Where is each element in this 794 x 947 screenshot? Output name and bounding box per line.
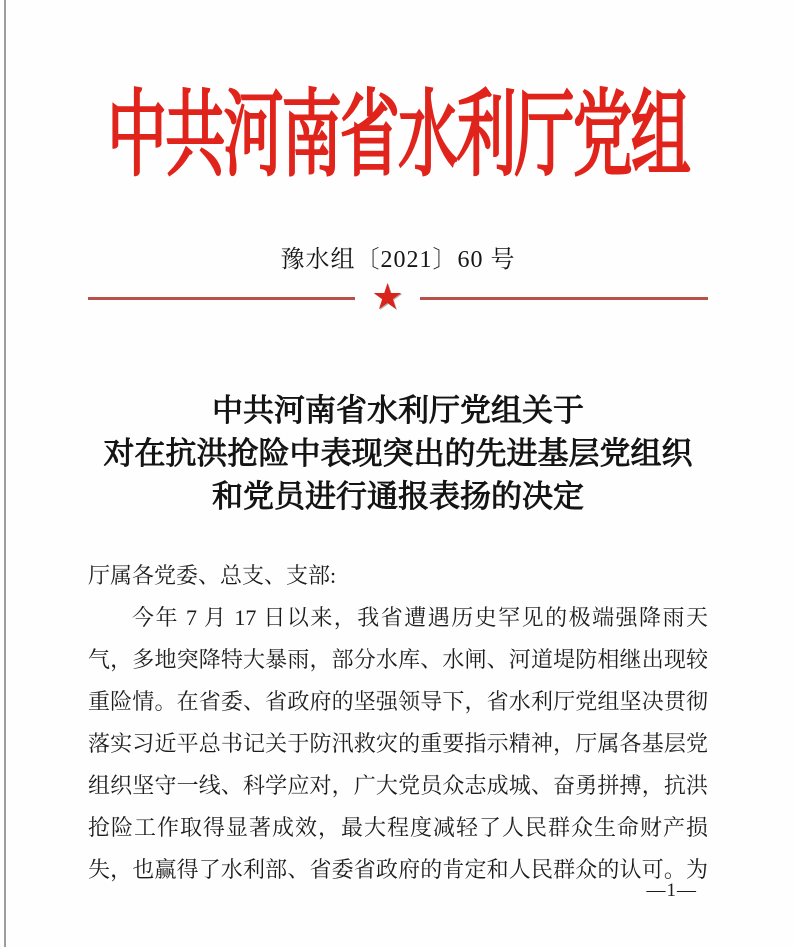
scan-edge-line bbox=[4, 0, 6, 947]
document-title bbox=[88, 389, 708, 518]
masthead-org-title: 中共河南省水利厅党组 bbox=[106, 84, 689, 189]
masthead bbox=[88, 84, 708, 192]
document-body bbox=[88, 555, 708, 891]
divider-line-right bbox=[420, 297, 708, 300]
document-title-line: 中共河南省水利厅党组关于 bbox=[212, 393, 584, 428]
body-line: 落实习近平总书记关于防汛救灾的重要指示精神，厅属各基层党 bbox=[88, 731, 708, 756]
document-title-line: 和党员进行通报表扬的决定 bbox=[212, 479, 584, 514]
page-number: —1— bbox=[646, 880, 697, 901]
document-content bbox=[88, 0, 708, 891]
body-line: 抢险工作取得显著成效，最大程度减轻了人民群众生命财产损 bbox=[88, 815, 708, 840]
star-icon: ★ bbox=[371, 277, 404, 318]
body-line: 今年 7 月 17 日以来，我省遭遇历史罕见的极端强降雨天 bbox=[132, 605, 708, 630]
divider-line-left bbox=[88, 297, 355, 300]
body-line: 失，也赢得了水利部、省委省政府的肯定和人民群众的认可。为 bbox=[88, 857, 708, 882]
salutation-line: 厅属各党委、总支、支部: bbox=[88, 563, 337, 588]
document-title-line: 对在抗洪抢险中表现突出的先进基层党组织 bbox=[103, 436, 693, 471]
masthead-divider bbox=[88, 277, 708, 318]
body-line: 组织坚守一线、科学应对，广大党员众志成城、奋勇拼搏，抗洪 bbox=[88, 773, 708, 798]
document-number: 豫水组〔2021〕60 号 bbox=[280, 247, 516, 273]
body-line: 气，多地突降特大暴雨，部分水库、水闸、河道堤防相继出现较 bbox=[88, 647, 708, 672]
body-line: 重险情。在省委、省政府的坚强领导下，省水利厅党组坚决贯彻 bbox=[88, 689, 708, 714]
